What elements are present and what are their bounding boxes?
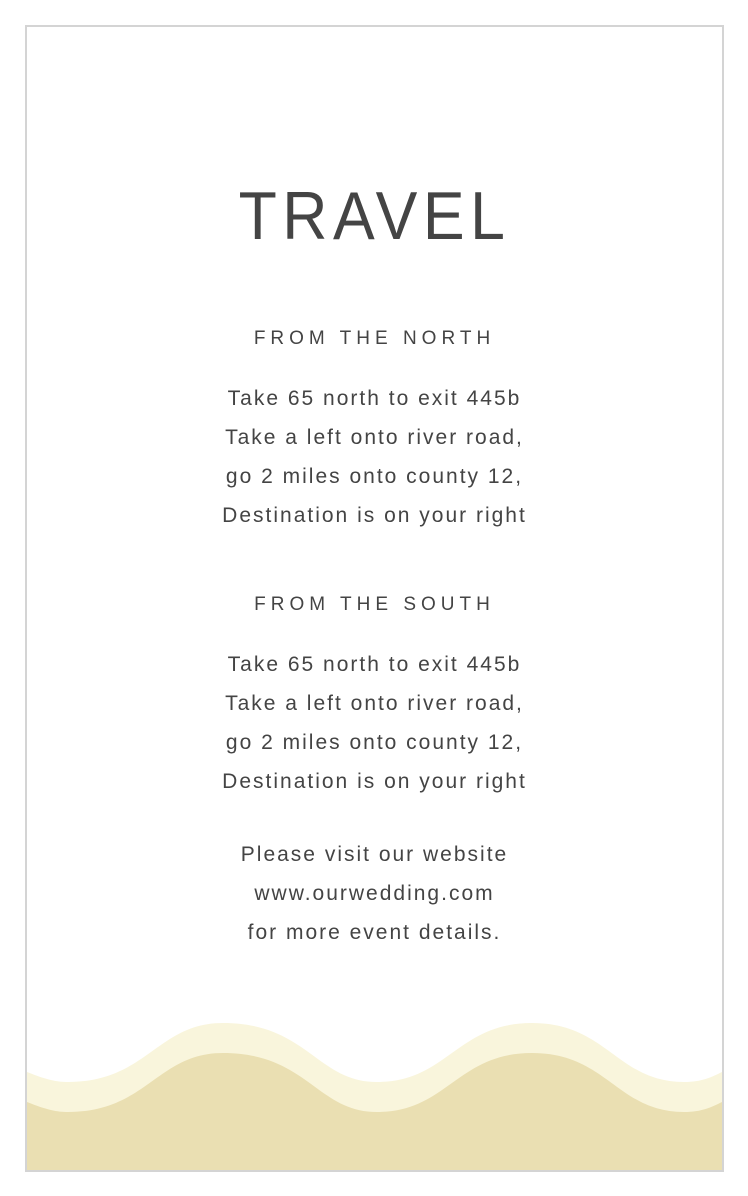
direction-line: Destination is on your right	[222, 504, 527, 527]
direction-line: go 2 miles onto county 12,	[225, 465, 524, 488]
direction-line: Destination is on your right	[222, 770, 527, 793]
direction-line: Take a left onto river road,	[225, 426, 524, 449]
page-title: TRAVEL	[238, 178, 511, 254]
direction-line: go 2 miles onto county 12,	[225, 731, 524, 754]
website-note	[27, 835, 722, 952]
footer-line: for more event details.	[247, 921, 502, 944]
directions-north	[27, 379, 722, 535]
direction-line: Take 65 north to exit 445b	[227, 387, 522, 410]
travel-card	[25, 25, 724, 1172]
direction-line: Take 65 north to exit 445b	[227, 653, 522, 676]
footer-line: Please visit our website	[240, 843, 509, 866]
direction-line: Take a left onto river road,	[225, 692, 524, 715]
section-heading-south: FROM THE SOUTH	[254, 594, 495, 615]
website-link: www.ourwedding.com	[254, 882, 495, 905]
section-heading-north: FROM THE NORTH	[253, 328, 496, 349]
directions-south	[27, 645, 722, 801]
